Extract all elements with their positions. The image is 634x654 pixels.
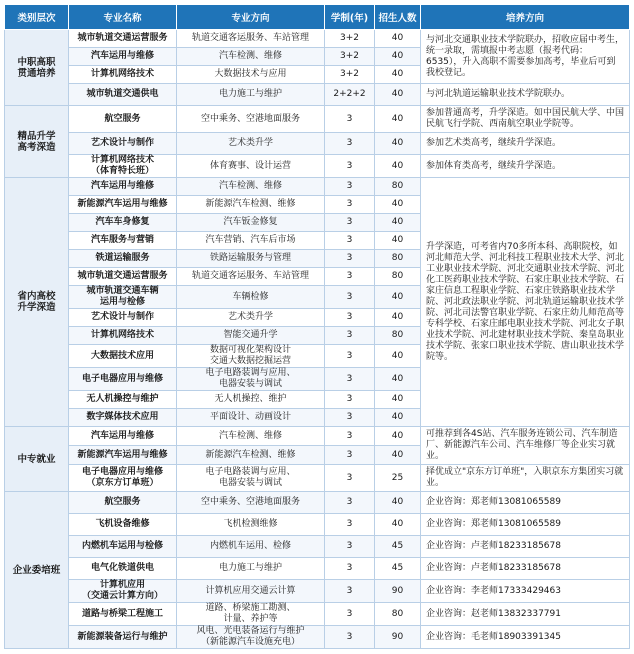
count-cell: 40 — [375, 66, 421, 84]
table-row — [5, 492, 630, 514]
direction-cell: 电力施工与维护 — [177, 84, 325, 106]
training-cell: 企业咨询：李老师17333429463 — [421, 580, 630, 603]
count-cell: 80 — [375, 603, 421, 626]
table-row — [5, 580, 630, 603]
years-cell: 3 — [325, 250, 375, 268]
program-table — [4, 4, 630, 649]
count-cell: 40 — [375, 84, 421, 106]
years-cell: 2+2+2 — [325, 84, 375, 106]
major-cell: 计算机网络技术 — [69, 66, 177, 84]
years-cell: 3 — [325, 558, 375, 580]
header-training: 培养方向 — [421, 5, 630, 30]
years-cell: 3 — [325, 368, 375, 391]
count-cell: 80 — [375, 250, 421, 268]
count-cell: 40 — [375, 409, 421, 427]
count-cell: 40 — [375, 514, 421, 536]
training-cell: 参加体育类高考，继续升学深造。 — [421, 155, 630, 178]
major-cell: 新能源汽车运用与维修 — [69, 446, 177, 465]
table-row — [5, 514, 630, 536]
direction-cell: 汽车营销、汽车后市场 — [177, 232, 325, 250]
header-years: 学制(年) — [325, 5, 375, 30]
direction-cell: 汽车检测、维修 — [177, 427, 325, 446]
count-cell: 80 — [375, 327, 421, 345]
years-cell: 3 — [325, 391, 375, 409]
years-cell: 3 — [325, 309, 375, 327]
table-row — [5, 106, 630, 133]
major-cell: 大数据技术应用 — [69, 345, 177, 368]
major-cell: 内燃机车运用与检修 — [69, 536, 177, 558]
table-body — [5, 30, 630, 649]
training-cell: 企业咨询：郑老师13081065589 — [421, 514, 630, 536]
years-cell: 3+2 — [325, 66, 375, 84]
major-cell: 电气化铁道供电 — [69, 558, 177, 580]
years-cell: 3 — [325, 626, 375, 649]
years-cell: 3+2 — [325, 48, 375, 66]
table-row — [5, 536, 630, 558]
direction-cell: 平面设计、动画设计 — [177, 409, 325, 427]
years-cell: 3 — [325, 465, 375, 492]
direction-cell: 空中乘务、空港地面服务 — [177, 106, 325, 133]
header-row — [5, 5, 630, 30]
years-cell: 3 — [325, 106, 375, 133]
major-cell: 数字媒体技术应用 — [69, 409, 177, 427]
header-count: 招生人数 — [375, 5, 421, 30]
major-cell: 计算机网络技术 — [69, 327, 177, 345]
count-cell: 90 — [375, 580, 421, 603]
major-cell: 计算机应用 （交通云计算方向） — [69, 580, 177, 603]
category-cell: 中职高职 贯通培养 — [5, 30, 69, 106]
count-cell: 80 — [375, 178, 421, 196]
header-category: 类别层次 — [5, 5, 69, 30]
major-cell: 汽车运用与维修 — [69, 48, 177, 66]
count-cell: 40 — [375, 492, 421, 514]
major-cell: 艺术设计与制作 — [69, 309, 177, 327]
count-cell: 40 — [375, 232, 421, 250]
training-cell: 与河北轨道运输职业技术学院联办。 — [421, 84, 630, 106]
major-cell: 飞机设备维修 — [69, 514, 177, 536]
count-cell: 45 — [375, 536, 421, 558]
years-cell: 3 — [325, 286, 375, 309]
count-cell: 40 — [375, 286, 421, 309]
table-row — [5, 84, 630, 106]
major-cell: 城市轨道交通车辆 运用与检修 — [69, 286, 177, 309]
count-cell: 45 — [375, 558, 421, 580]
direction-cell: 车辆检修 — [177, 286, 325, 309]
major-cell: 城市轨道交通运营服务 — [69, 30, 177, 48]
major-cell: 电子电器应用与维修 （京东方订单班） — [69, 465, 177, 492]
major-cell: 新能源汽车运用与维修 — [69, 196, 177, 214]
years-cell: 3 — [325, 232, 375, 250]
count-cell: 40 — [375, 133, 421, 155]
years-cell: 3 — [325, 536, 375, 558]
count-cell: 40 — [375, 196, 421, 214]
direction-cell: 电力施工与维护 — [177, 558, 325, 580]
category-cell: 省内高校 升学深造 — [5, 178, 69, 427]
training-cell: 与河北交通职业技术学院联办，招收应届中考生，统一录取，需填报中考志愿（报考代码：6535），升入高职不需要参加高考，毕业后可到我校登记。 — [421, 30, 630, 84]
direction-cell: 轨道交通客运服务、车站管理 — [177, 268, 325, 286]
major-cell: 艺术设计与制作 — [69, 133, 177, 155]
count-cell: 40 — [375, 446, 421, 465]
major-cell: 汽车车身修复 — [69, 214, 177, 232]
years-cell: 3 — [325, 327, 375, 345]
count-cell: 40 — [375, 427, 421, 446]
major-cell: 汽车运用与维修 — [69, 427, 177, 446]
major-cell: 城市轨道交通供电 — [69, 84, 177, 106]
major-cell: 电子电器应用与维修 — [69, 368, 177, 391]
category-cell: 精品升学 高考深造 — [5, 106, 69, 178]
count-cell: 40 — [375, 30, 421, 48]
training-cell: 择优成立"京东方订单班"，入职京东方集团实习就业。 — [421, 465, 630, 492]
count-cell: 40 — [375, 368, 421, 391]
years-cell: 3 — [325, 603, 375, 626]
table-row — [5, 603, 630, 626]
years-cell: 3+2 — [325, 30, 375, 48]
years-cell: 3 — [325, 155, 375, 178]
direction-cell: 空中乘务、空港地面服务 — [177, 492, 325, 514]
major-cell: 汽车运用与维修 — [69, 178, 177, 196]
direction-cell: 艺术类升学 — [177, 309, 325, 327]
direction-cell: 体育赛事、设计运营 — [177, 155, 325, 178]
count-cell: 90 — [375, 626, 421, 649]
table-row — [5, 465, 630, 492]
training-cell: 参加艺术类高考，继续升学深造。 — [421, 133, 630, 155]
header-direction: 专业方向 — [177, 5, 325, 30]
direction-cell: 艺术类升学 — [177, 133, 325, 155]
major-cell: 无人机操控与维护 — [69, 391, 177, 409]
years-cell: 3 — [325, 492, 375, 514]
count-cell: 40 — [375, 48, 421, 66]
table-row — [5, 30, 630, 48]
direction-cell: 风电、光电装备运行与维护 （新能源汽车设施充电） — [177, 626, 325, 649]
years-cell: 3 — [325, 446, 375, 465]
category-cell: 企业委培班 — [5, 492, 69, 649]
direction-cell: 电子电路装调与应用、 电器安装与调试 — [177, 368, 325, 391]
direction-cell: 电子电路装调与应用、 电器安装与调试 — [177, 465, 325, 492]
direction-cell: 大数据技术与应用 — [177, 66, 325, 84]
years-cell: 3 — [325, 196, 375, 214]
training-cell: 参加普通高考，升学深造。如中国民航大学、中国民航飞行学院、西南航空职业学院等。 — [421, 106, 630, 133]
years-cell: 3 — [325, 214, 375, 232]
major-cell: 铁道运输服务 — [69, 250, 177, 268]
direction-cell: 新能源汽车检测、维修 — [177, 196, 325, 214]
category-cell: 中专就业 — [5, 427, 69, 492]
direction-cell: 新能源汽车检测、维修 — [177, 446, 325, 465]
major-cell: 新能源装备运行与维护 — [69, 626, 177, 649]
count-cell: 40 — [375, 309, 421, 327]
training-cell: 可推荐到各4S站、汽车服务连锁公司、汽车制造厂、新能源汽车公司、汽车维修厂等企业实习就业。 — [421, 427, 630, 465]
direction-cell: 轨道交通客运服务、车站管理 — [177, 30, 325, 48]
count-cell: 40 — [375, 214, 421, 232]
table-row — [5, 155, 630, 178]
direction-cell: 计算机应用交通云计算 — [177, 580, 325, 603]
years-cell: 3 — [325, 514, 375, 536]
table-row — [5, 427, 630, 446]
direction-cell: 汽车检测、维修 — [177, 48, 325, 66]
training-cell: 企业咨询：郑老师13081065589 — [421, 492, 630, 514]
years-cell: 3 — [325, 345, 375, 368]
major-cell: 计算机网络技术 （体育特长班） — [69, 155, 177, 178]
major-cell: 航空服务 — [69, 492, 177, 514]
count-cell: 80 — [375, 268, 421, 286]
training-cell: 企业咨询：毛老师18903391345 — [421, 626, 630, 649]
major-cell: 城市轨道交通运营服务 — [69, 268, 177, 286]
years-cell: 3 — [325, 133, 375, 155]
direction-cell: 无人机操控、维护 — [177, 391, 325, 409]
training-cell: 企业咨询：赵老师13832337791 — [421, 603, 630, 626]
table-row — [5, 133, 630, 155]
training-cell: 企业咨询：卢老师18233185678 — [421, 558, 630, 580]
direction-cell: 智能交通升学 — [177, 327, 325, 345]
years-cell: 3 — [325, 427, 375, 446]
training-cell: 升学深造，可考省内70多所本科、高职院校，如河北师范大学、河北科技工程职业技术大学、河北工业职业技术学院、河北交通职业技术学院、河北化工医药职业技术学院、石家庄职业技术学院、石家庄信息工程职业学院、石家庄铁路职业技术学院、河北政法职业学院、河北轨道运输职业技术学院、河北司法警官职业学院、石家庄幼儿师范高等专科学校、石家庄邮电职业技术学院、河北女子职业技术学院、河北建材职业技术学院、秦皇岛职业技术学院、张家口职业技术学院、唐山职业技术学院等。 — [421, 178, 630, 427]
count-cell: 25 — [375, 465, 421, 492]
major-cell: 道路与桥梁工程施工 — [69, 603, 177, 626]
count-cell: 40 — [375, 106, 421, 133]
years-cell: 3 — [325, 409, 375, 427]
direction-cell: 数据可视化架构设计 交通大数据挖掘运营 — [177, 345, 325, 368]
count-cell: 40 — [375, 155, 421, 178]
table-row — [5, 178, 630, 196]
major-cell: 汽车服务与营销 — [69, 232, 177, 250]
direction-cell: 汽车钣金修复 — [177, 214, 325, 232]
years-cell: 3 — [325, 580, 375, 603]
direction-cell: 汽车检测、维修 — [177, 178, 325, 196]
training-cell: 企业咨询：卢老师18233185678 — [421, 536, 630, 558]
major-cell: 航空服务 — [69, 106, 177, 133]
count-cell: 40 — [375, 391, 421, 409]
header-major: 专业名称 — [69, 5, 177, 30]
direction-cell: 飞机检测维修 — [177, 514, 325, 536]
years-cell: 3 — [325, 268, 375, 286]
table-row — [5, 626, 630, 649]
years-cell: 3 — [325, 178, 375, 196]
table-row — [5, 558, 630, 580]
direction-cell: 内燃机车运用、检修 — [177, 536, 325, 558]
direction-cell: 道路、桥梁施工勘测、 计量、养护等 — [177, 603, 325, 626]
direction-cell: 铁路运输服务与管理 — [177, 250, 325, 268]
count-cell: 40 — [375, 345, 421, 368]
